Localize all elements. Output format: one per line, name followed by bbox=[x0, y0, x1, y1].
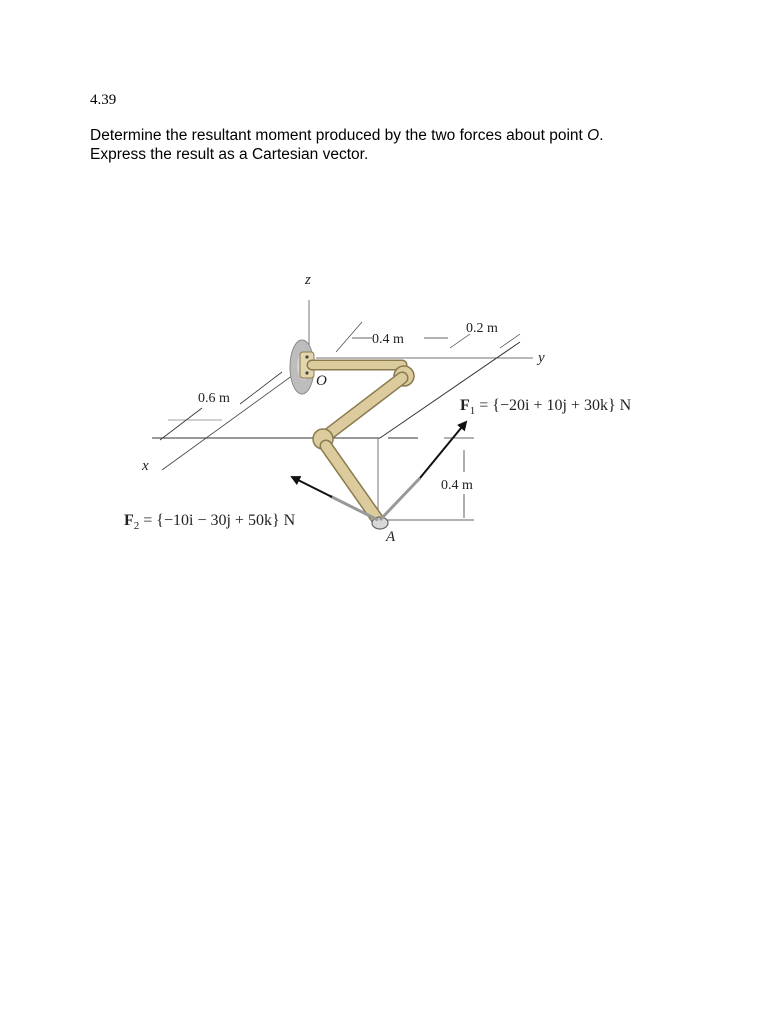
pipe-segment-diagonal-fill bbox=[326, 378, 402, 436]
z-axis-label: z bbox=[305, 272, 311, 288]
force-f2-arrow bbox=[292, 477, 332, 497]
force-f2-label bbox=[124, 512, 296, 532]
y-axis-label: y bbox=[538, 350, 545, 366]
support-bolt-top bbox=[305, 355, 308, 358]
force-f1-cable bbox=[380, 478, 420, 520]
support-bolt-bottom bbox=[305, 371, 308, 374]
force-f1-subscript: 1 bbox=[469, 405, 476, 417]
problem-line-1-end: . bbox=[599, 127, 604, 144]
force-f1-value: = {−20i + 10j + 30k} N bbox=[475, 397, 632, 414]
dim-04-top-label: 0.4 m bbox=[372, 332, 404, 347]
point-o-label: O bbox=[316, 373, 327, 389]
point-a-label: A bbox=[386, 529, 396, 545]
force-f1-symbol: F bbox=[460, 397, 470, 414]
force-f1-label bbox=[460, 397, 632, 417]
force-f2-value: = {−10i − 30j + 50k} N bbox=[139, 512, 296, 529]
dim-02-ext bbox=[450, 334, 470, 348]
problem-point-o: O bbox=[587, 127, 600, 144]
plane-right-edge bbox=[380, 342, 520, 438]
force-f2-subscript: 2 bbox=[133, 520, 140, 532]
force-f2-symbol: F bbox=[124, 512, 134, 529]
dim-06-line-lower bbox=[160, 408, 202, 440]
problem-line-2: Express the result as a Cartesian vector. bbox=[90, 146, 369, 163]
force-f1-arrow bbox=[420, 422, 466, 478]
pipe-segment-lower-fill bbox=[326, 446, 378, 520]
problem-line-1-text: Determine the resultant moment produced by the two forces about point bbox=[90, 127, 588, 144]
x-axis-label: x bbox=[142, 458, 149, 474]
dim-06-label: 0.6 m bbox=[198, 391, 230, 406]
dim-04-side-label: 0.4 m bbox=[441, 478, 473, 493]
dim-04-top-ext-left bbox=[336, 322, 362, 352]
dim-02-ext-right bbox=[500, 334, 520, 348]
problem-number: 4.39 bbox=[90, 92, 117, 108]
dim-02-label: 0.2 m bbox=[466, 321, 498, 336]
